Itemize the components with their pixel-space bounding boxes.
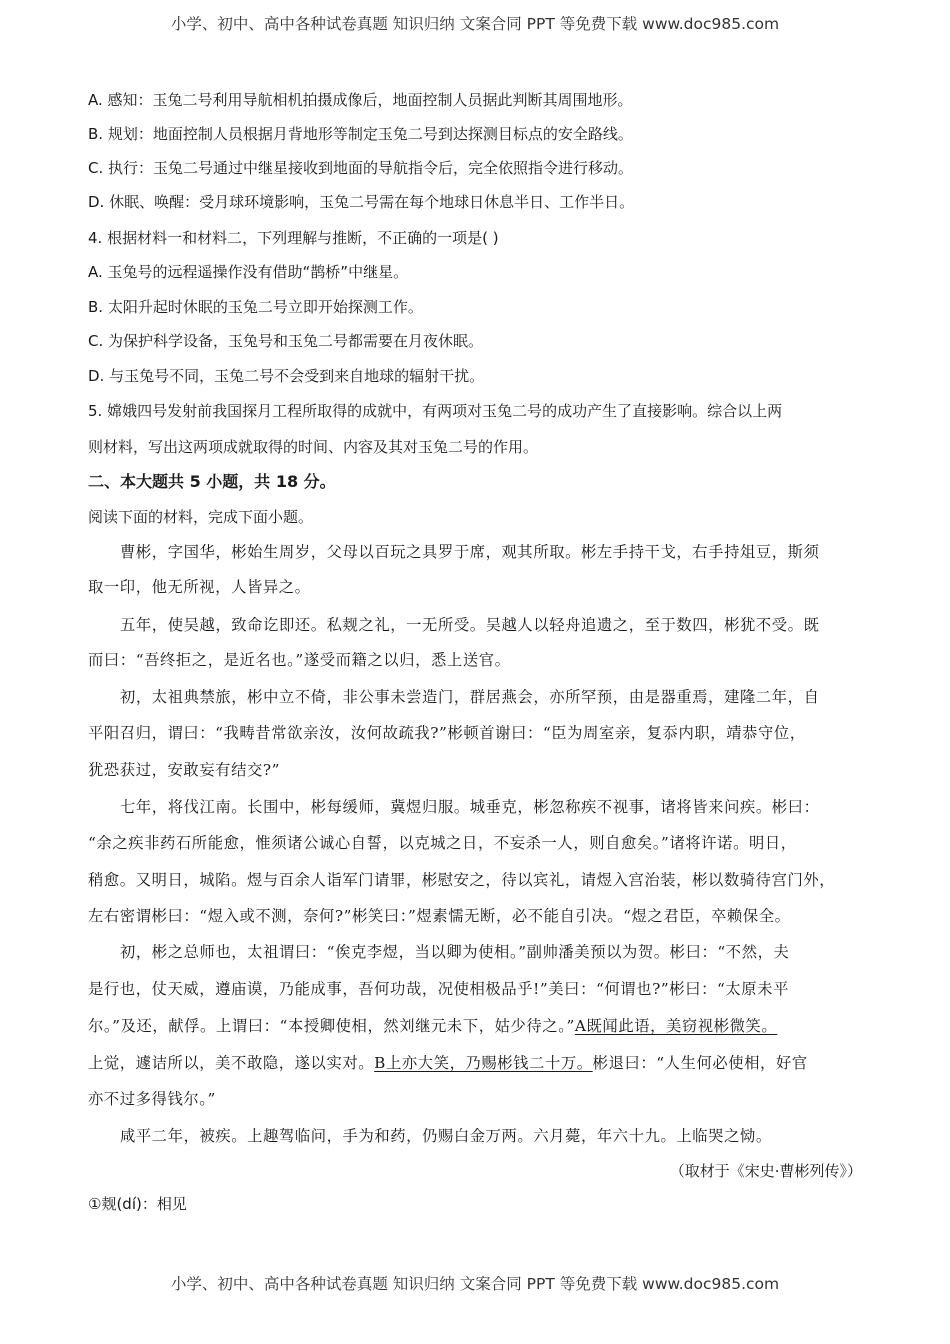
passage-p5-line-3	[88, 1016, 777, 1036]
q3-option-c: C. 执行：玉兔二号通过中继星接收到地面的导航指令后，完全依照指令进行移动。	[88, 159, 634, 177]
q4-option-a: A. 玉兔号的远程遥操作没有借助“鹊桥”中继星。	[88, 263, 409, 281]
q4-option-b: B. 太阳升起时休眠的玉兔二号立即开始探测工作。	[88, 298, 423, 316]
page-header: 小学、初中、高中各种试卷真题 知识归纳 文案合同 PPT 等免费下载 www.doc985.com	[170, 15, 780, 33]
passage-p5-line-5: 亦不过多得钱尔。”	[88, 1090, 216, 1108]
passage-p5-line-1: 初，彬之总师也，太祖谓曰：“俟克李煜，当以卿为使相。”副帅潘美预以为贺。彬曰：“不然，夫	[120, 943, 790, 961]
passage-p6: 咸平二年，被疾。上趣驾临问，手为和药，仍赐白金万两。六月薨，年六十九。上临哭之恸。	[120, 1127, 772, 1145]
page-footer: 小学、初中、高中各种试卷真题 知识归纳 文案合同 PPT 等免费下载 www.doc985.com	[170, 1275, 780, 1293]
passage-p1-line-2: 取一印，他无所视，人皆异之。	[88, 578, 311, 596]
passage-p3-line-2: 平阳召归，谓曰：“我畴昔常欲亲汝，汝何故疏我?”彬顿首谢曰：“臣为周室亲，复忝内职，靖恭守位，	[88, 724, 806, 742]
passage-p4-line-2: “余之疾非药石所能愈，惟须诸公诚心自誓，以克城之日，不妄杀一人，则自愈矣。”诸将许诺。明日，	[88, 834, 797, 852]
passage-p3-line-1: 初，太祖典禁旅，彬中立不倚，非公事未尝造门，群居燕会，亦所罕预，由是器重焉，建隆二年，自	[120, 688, 820, 706]
underlined-sentence-b: B上亦大笑，乃赐彬钱二十万。	[374, 1054, 593, 1072]
q5-line-1: 5. 嫦娥四号发射前我国探月工程所取得的成就中，有两项对玉兔二号的成功产生了直接影响。综合以上两	[88, 402, 783, 420]
passage-p2-line-2: 而曰：“吾终拒之，是近名也。”遂受而籍之以归，悉上送官。	[88, 651, 511, 669]
passage-p4-line-4: 左右密谓彬曰：“煜入或不测，奈何?”彬笑曰：”煜素懦无断，必不能自引决。“煜之君臣，卒赖保全。	[88, 907, 791, 925]
passage-p4-line-1: 七年，将伐江南。长围中，彬每缓师，冀煜归服。城垂克，彬忽称疾不视事，诸将皆来问疾。彬曰：	[120, 798, 820, 816]
passage-p5-line-4-tail: 彬退曰：“人生何必使相，好官	[592, 1054, 808, 1072]
passage-p5-line-2: 是行也，仗天威，遵庙谟，乃能成事，吾何功哉，况使相极品乎!”美曰：“何谓也?”彬曰：“太原未平	[88, 980, 790, 998]
source-citation: （取材于《宋史·曹彬列传》）	[669, 1162, 862, 1180]
q4-option-c: C. 为保护科学设备，玉兔号和玉兔二号都需要在月夜休眠。	[88, 332, 484, 350]
passage-p5-line-4-text: 上觉，遽诘所以，美不敢隐，遂以实对。	[88, 1054, 375, 1072]
passage-p3-line-3: 犹恐获过，安敢妄有结交?”	[88, 761, 281, 779]
q5-line-2: 则材料，写出这两项成就取得的时间、内容及其对玉兔二号的作用。	[88, 438, 539, 456]
q4-stem: 4. 根据材料一和材料二，下列理解与推断，不正确的一项是( )	[88, 229, 499, 247]
q4-option-d: D. 与玉兔号不同，玉兔二号不会受到来自地球的辐射干扰。	[88, 367, 485, 385]
passage-p5-line-4	[88, 1053, 808, 1073]
reading-instruction: 阅读下面的材料，完成下面小题。	[88, 508, 314, 526]
footnote: ①觌(dí)：相见	[88, 1195, 187, 1213]
passage-p4-line-3: 稍愈。又明日，城陷。煜与百余人诣军门请罪，彬慰安之，待以宾礼，请煜入宫治装，彬以数骑待宫门外，	[88, 871, 836, 889]
underlined-sentence-a: A既闻此语，美窃视彬微笑。	[574, 1017, 778, 1035]
q3-option-a: A. 感知：玉兔二号利用导航相机拍摄成像后，地面控制人员据此判断其周围地形。	[88, 91, 633, 109]
q3-option-b: B. 规划：地面控制人员根据月背地形等制定玉兔二号到达探测目标点的安全路线。	[88, 125, 633, 143]
passage-p5-line-3-text: 尔。”及还，献俘。上谓曰：“本授卿使相，然刘继元未下，姑少待之。”	[88, 1017, 575, 1035]
section-2-title: 二、本大题共 5 小题，共 18 分。	[88, 472, 336, 491]
passage-p2-line-1: 五年，使吴越，致命讫即还。私觌之礼，一无所受。吴越人以轻舟追遗之，至于数四，彬犹不受。既	[120, 616, 820, 634]
q3-option-d: D. 休眠、唤醒：受月球环境影响，玉兔二号需在每个地球日休息半日、工作半日。	[88, 193, 635, 211]
passage-p1-line-1: 曹彬，字国华，彬始生周岁，父母以百玩之具罗于席，观其所取。彬左手持干戈，右手持俎豆，斯须	[120, 543, 820, 561]
